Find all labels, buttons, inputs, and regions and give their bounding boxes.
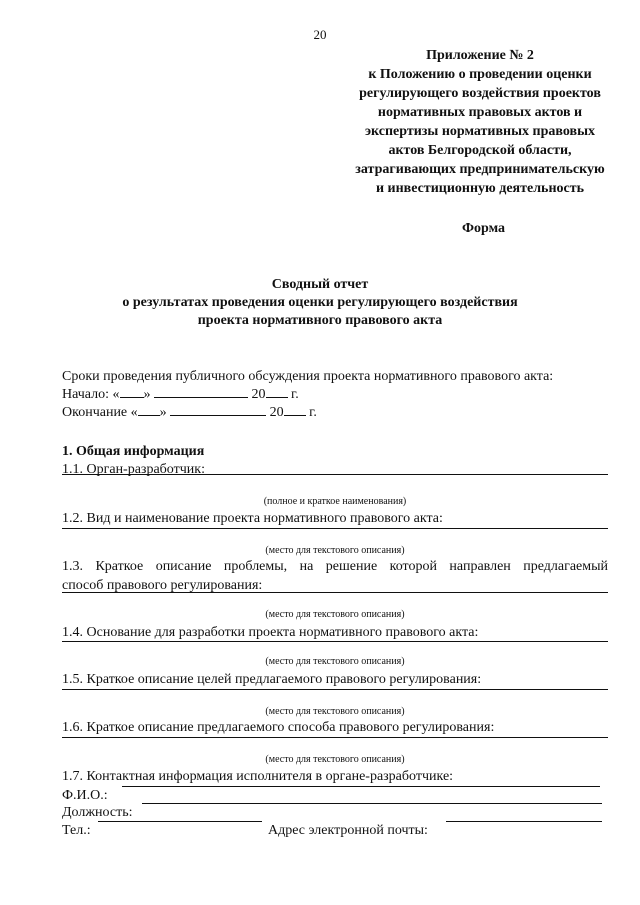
contact-label: 1.7. Контактная информация исполнителя в органе-разработчике: [62, 769, 454, 784]
item-caption: (место для текстового описания) [265, 609, 405, 620]
end-month-field[interactable] [170, 403, 266, 416]
terms-end [62, 403, 317, 422]
appendix-line: актов Белгородской области, [388, 143, 572, 158]
item-input-line[interactable] [62, 641, 608, 642]
year-suffix: г. [309, 405, 317, 420]
phone-field[interactable] [98, 821, 262, 822]
appendix-line: нормативных правовых актов и [377, 105, 583, 120]
appendix-line: регулирующего воздействия проектов [359, 86, 601, 101]
quote-close: » [159, 405, 167, 420]
item-input-line[interactable] [62, 528, 608, 529]
year-suffix: г. [291, 387, 299, 402]
report-title-line: Сводный отчет [271, 277, 369, 292]
item-label: 1.4. Основание для разработки проекта нормативного правового акта: [62, 625, 479, 640]
item-label: 1.3. Краткое описание проблемы, на решение которой направлен предлагаемый [62, 559, 608, 574]
item-input-line[interactable] [62, 474, 608, 475]
section-heading: 1. Общая информация [62, 444, 205, 459]
terms-intro: Сроки проведения публичного обсуждения проекта нормативного правового акта: [62, 369, 554, 384]
year-prefix: 20 [269, 405, 284, 420]
email-label: Адрес электронной почты: [268, 823, 428, 838]
appendix-header [330, 46, 630, 198]
item-label: способ правового регулирования: [62, 578, 263, 593]
report-title-line: проекта нормативного правового акта [197, 313, 443, 328]
item-caption: (место для текстового описания) [265, 656, 405, 667]
end-year-field[interactable] [284, 403, 306, 416]
position-label: Должность: [62, 805, 133, 820]
report-title [0, 276, 640, 330]
year-prefix: 20 [251, 387, 266, 402]
start-year-field[interactable] [266, 385, 288, 398]
fio-label: Ф.И.О.: [62, 788, 108, 803]
quote-close: » [143, 387, 151, 402]
appendix-line: экспертизы нормативных правовых [364, 124, 596, 139]
item-label: 1.2. Вид и наименование проекта нормативного правового акта: [62, 511, 443, 526]
start-day-field[interactable] [120, 385, 144, 398]
item-caption: (место для текстового описания) [265, 545, 405, 556]
appendix-line: Приложение № 2 [426, 48, 534, 63]
phone-label: Тел.: [62, 823, 91, 838]
end-day-field[interactable] [138, 403, 160, 416]
start-label: Начало: « [62, 387, 120, 402]
position-field[interactable] [142, 803, 602, 804]
appendix-line: к Положению о проведении оценки [368, 67, 592, 82]
email-field[interactable] [446, 821, 602, 822]
end-label: Окончание « [62, 405, 138, 420]
fio-field[interactable] [122, 786, 600, 787]
item-label: 1.6. Краткое описание предлагаемого способа правового регулирования: [62, 720, 495, 735]
appendix-line: и инвестиционную деятельность [375, 181, 585, 196]
item-input-line[interactable] [62, 592, 608, 593]
item-label: 1.5. Краткое описание целей предлагаемого правового регулирования: [62, 672, 482, 687]
terms-start [62, 385, 299, 404]
form-label: Форма [462, 221, 506, 236]
item-input-line[interactable] [62, 689, 608, 690]
item-caption: (место для текстового описания) [265, 754, 405, 765]
report-title-line: о результатах проведения оценки регулирующего воздействия [122, 295, 518, 310]
page-number: 20 [313, 27, 327, 42]
item-caption: (полное и краткое наименования) [263, 496, 407, 507]
start-month-field[interactable] [154, 385, 248, 398]
item-caption: (место для текстового описания) [265, 706, 405, 717]
item-label: 1.1. Орган-разработчик: [62, 462, 205, 477]
item-input-line[interactable] [62, 737, 608, 738]
appendix-line: затрагивающих предпринимательскую [355, 162, 605, 177]
